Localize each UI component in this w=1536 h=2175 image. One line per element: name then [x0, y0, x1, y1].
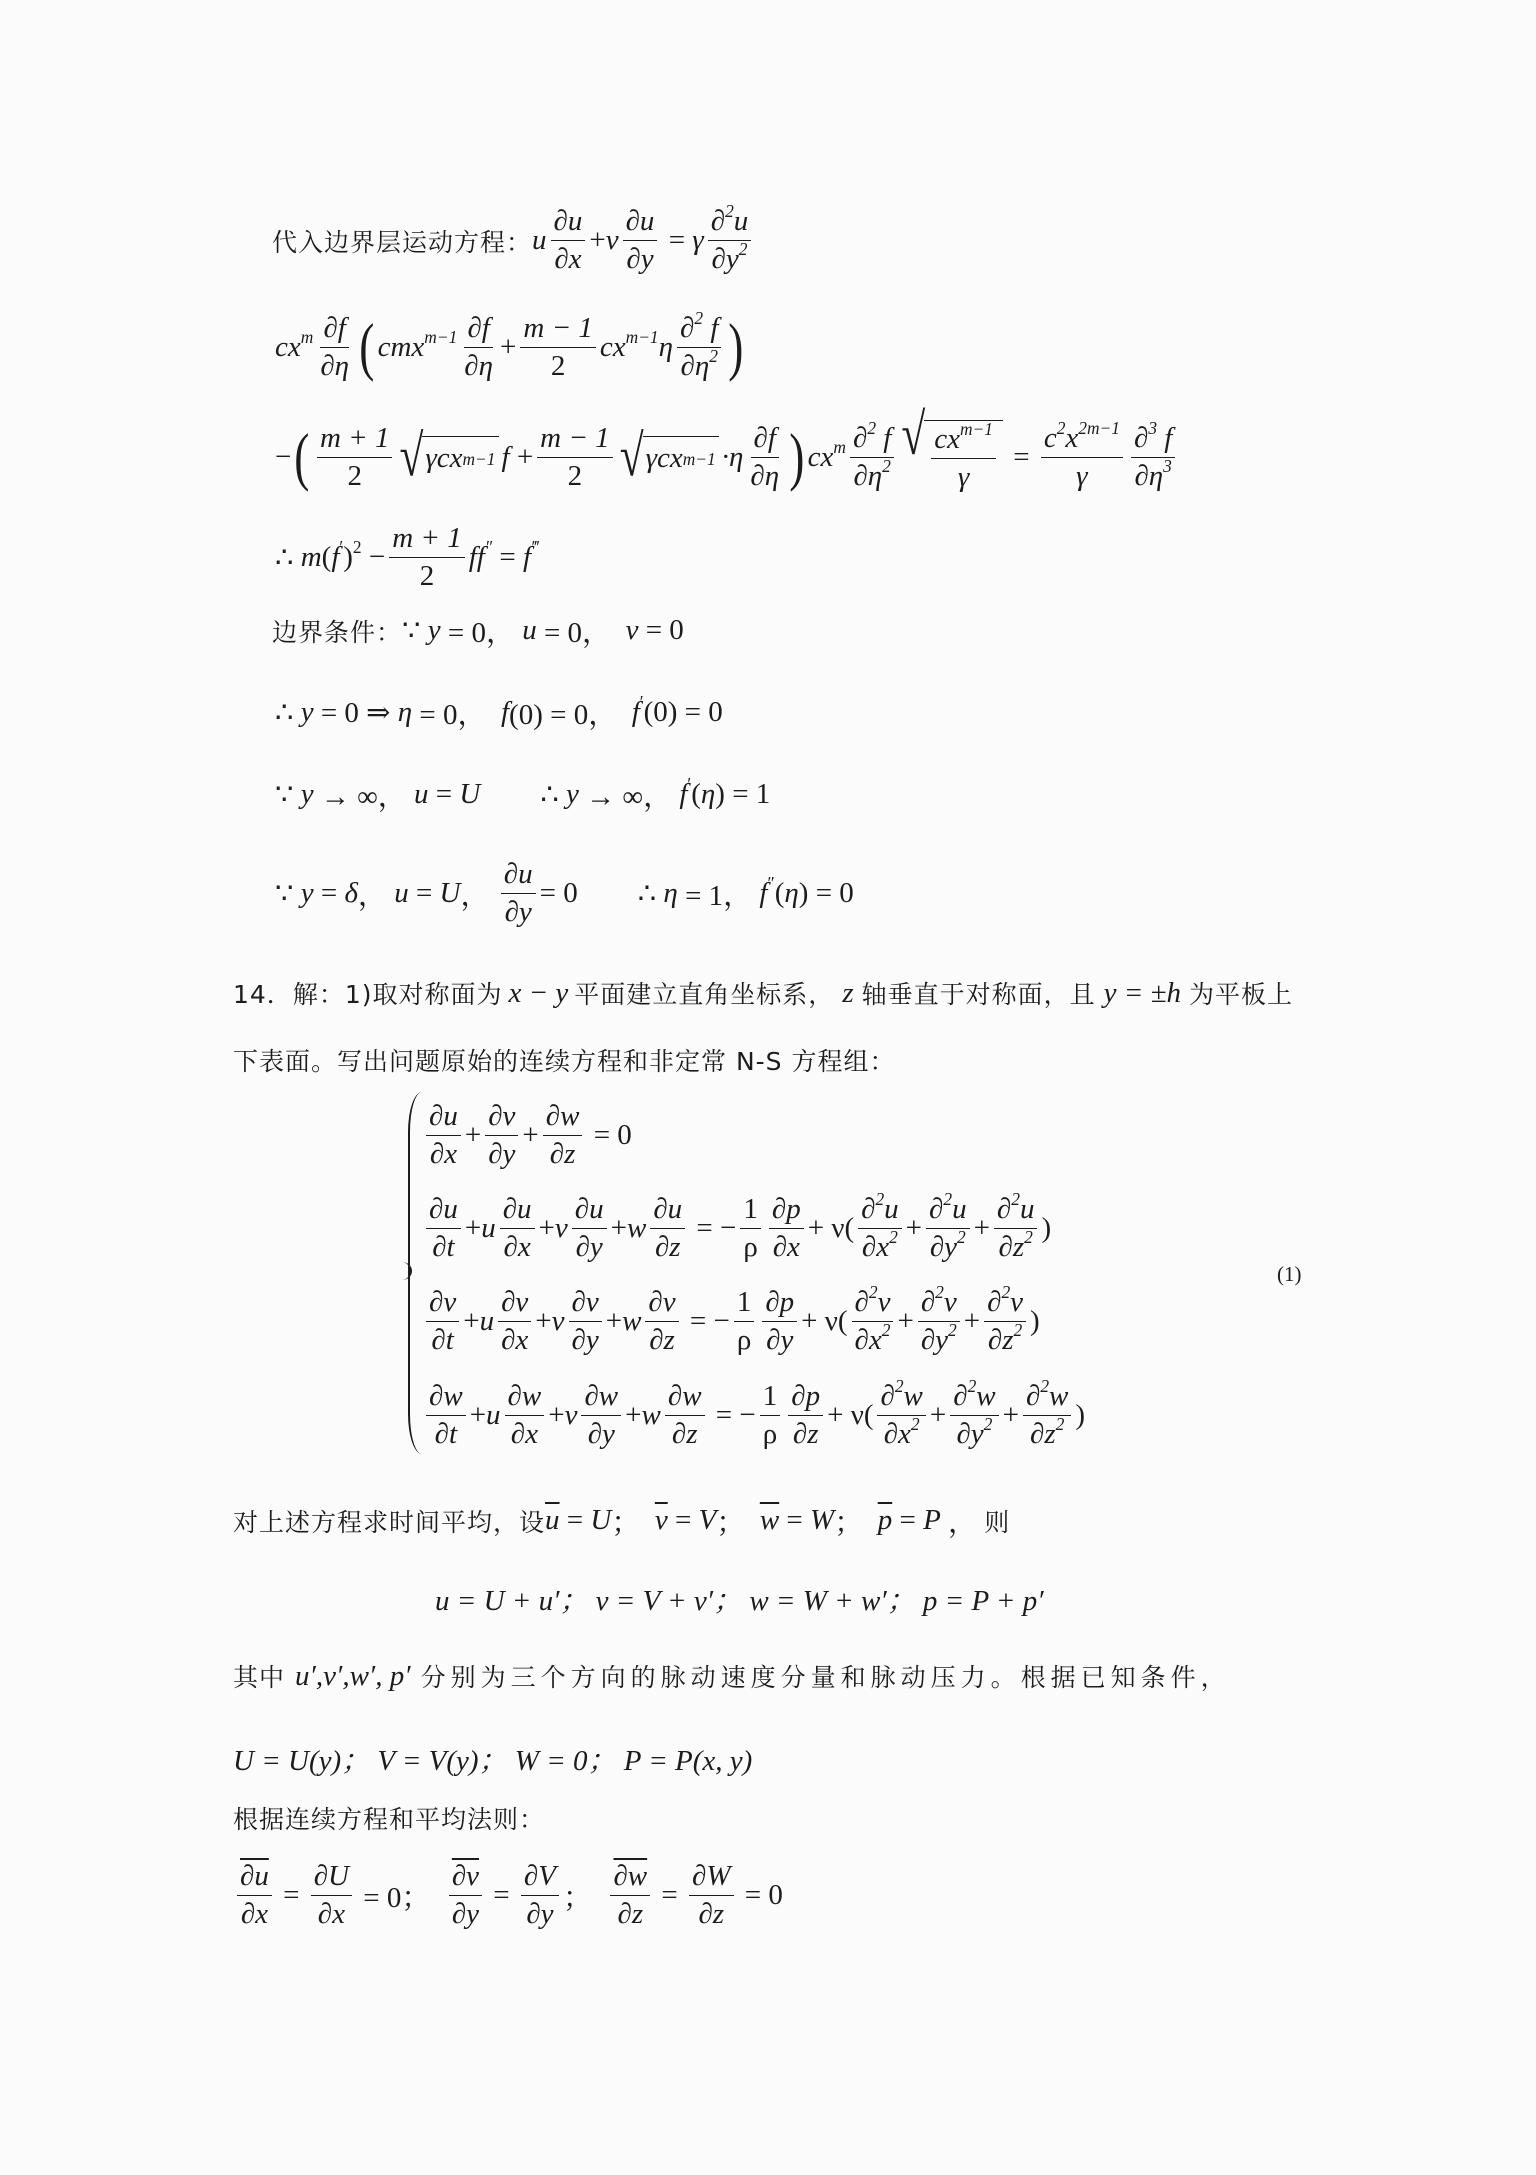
- boundary-layer-equation: 代入边界层运动方程： u $\frac{\partial u}{\partial x}$ + v $\frac{\partial u}{\partial y}$ = γ $\frac{\partial^2u}{\partial y^2}$: [272, 205, 755, 277]
- known-conditions: U = U(y)； V = V(y)； W = 0； P = P(x, y): [233, 1745, 753, 1777]
- bc-line-2: ∴ y = 0 ⇒ η = 0， f (0) = 0， f ′(0) = 0: [275, 691, 723, 731]
- bc-line-4: ∵ y = δ ， u = U ， $\frac{\partial u}{\partial y}$ = 0 ∴ η = 1， f ″( η ) = 0: [275, 858, 854, 929]
- averaged-continuity: $\frac{\partial u}{\partial x}$ = $\frac{\partial U}{\partial x}$ = 0； $\frac{\partial v}{\partial y}$ = $\frac{\partial V}{\partial y}$ ； $\frac{\partial w}{\partial z}$ = $\frac{\partial W}{\partial z}$ = 0: [233, 1860, 783, 1932]
- ns-x-equation: $\frac{\partial u}{\partial t}$ + u $\frac{\partial u}{\partial x}$ + v $\frac{\partial u}{\partial y}$ + w $\frac{\partial u}{\partial z}$ = − $\frac{1}{\rho}$ $\frac{\partial p}{\partial x}$ + ν( $\frac{\partial^2u}{\partial x^2}$ + $\frac{\partial^2u}{\partial y^2}$ + $\frac{\partial^2u}{\partial z^2}$ ): [422, 1193, 1051, 1265]
- decomposition-line: u = U + u′； v = V + v′； w = W + w′； p = P + p′: [435, 1585, 1044, 1617]
- boundary-conditions: 边界条件： ∵ y = 0， u = 0， v = 0: [272, 614, 684, 649]
- ns-y-equation: $\frac{\partial v}{\partial t}$ + u $\frac{\partial v}{\partial x}$ + v $\frac{\partial v}{\partial y}$ + w $\frac{\partial v}{\partial z}$ = − $\frac{1}{\rho}$ $\frac{\partial p}{\partial y}$ + ν( $\frac{\partial^2v}{\partial x^2}$ + $\frac{\partial^2v}{\partial y^2}$ + $\frac{\partial^2v}{\partial z^2}$ ): [422, 1286, 1040, 1358]
- problem14-line1: 14． 解：1)取对称面为 x − y 平面建立直角坐标系， z 轴垂直于对称面，且 y = ±h 为平板上: [233, 976, 1293, 1009]
- problem14-line2: 下表面。写出问题原始的连续方程和非定常 N-S 方程组：: [233, 1047, 896, 1076]
- bc-label: 边界条件：: [272, 617, 403, 647]
- fluctuation-line: 其中 u′,v′,w′, p′ 分别为三个方向的脉动速度分量和脉动压力。根据已知条件，: [233, 1659, 1231, 1692]
- substitution-line-1: $cx^m$ $\frac{\partial f}{\partial\eta}$ ( cmx$^{m-1}$ $\frac{\partial f}{\partial\eta}$ + $\frac{m - 1}{2}$ $cx^{m-1}\eta$ $\frac{\partial^2 f}{\partial\eta^2}$ ): [275, 307, 744, 384]
- bc-line-3: ∵ y → ∞， u = U ∴ y → ∞， f ′( η ) = 1: [275, 773, 771, 813]
- rule-label-line: 根据连续方程和平均法则：: [233, 1805, 546, 1834]
- averaging-line: 对上述方程求时间平均，设 $\overline{u}$ = U ； $\overline{v}$ = V ； $\overline{w}$ = W ； $\overline{p}$ = P ， 则: [233, 1504, 1011, 1539]
- ns-z-equation: $\frac{\partial w}{\partial t}$ + u $\frac{\partial w}{\partial x}$ + v $\frac{\partial w}{\partial y}$ + w $\frac{\partial w}{\partial z}$ = − $\frac{1}{\rho}$ $\frac{\partial p}{\partial z}$ + ν( $\frac{\partial^2w}{\partial x^2}$ + $\frac{\partial^2w}{\partial y^2}$ + $\frac{\partial^2w}{\partial z^2}$ ): [422, 1380, 1085, 1452]
- result-ode: ∴ m ( f ′)$^2$ − $\frac{m + 1}{2}$ ff″ = f‴: [275, 522, 539, 593]
- intro-label: 代入边界层运动方程：: [272, 227, 533, 257]
- problem-number: 14．: [233, 980, 293, 1009]
- substitution-line-2: − ( $\frac{m + 1}{2}$ √ γcx m−1 f + $\frac{m - 1}{2}$ √ γcx m−1 ·η $\frac{\partial f}{\partial\eta}$ ) $cx^m$ $\frac{\partial^2 f}{\partial\eta^2}$ √ $\frac{cx^{m-1}}{\gamma}$ = $\frac{c^2x^{2m-1}}{\gamma}$ $\frac{\partial^3 f}{\partial\eta^3}$: [275, 420, 1179, 495]
- equation-number: (1): [1277, 1262, 1302, 1286]
- continuity-equation: $\frac{\partial u}{\partial x}$ + $\frac{\partial v}{\partial y}$ + $\frac{\partial w}{\partial z}$ = 0: [422, 1100, 632, 1172]
